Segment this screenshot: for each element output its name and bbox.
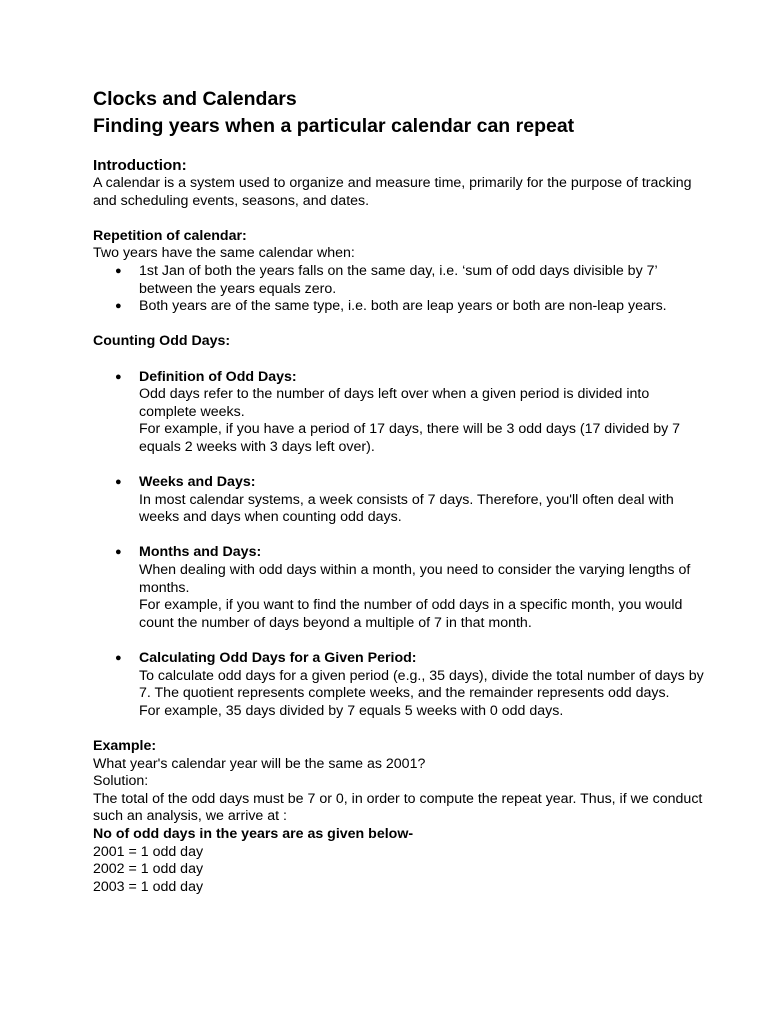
list-item [93, 650, 708, 720]
repetition-list [93, 263, 708, 316]
odd-days-row: 2003 = 1 odd day [93, 878, 204, 895]
counting-item-line: For example, if you want to find the number of odd days in a specific month, you would count the number of days beyond a multiple of 7 in that month. [139, 597, 683, 631]
bullet-icon: ● [115, 652, 122, 665]
counting-item-line: To calculate odd days for a given period (e.g., 35 days), divide the total number of days by 7. The quotient represents complete weeks, and the remainder represents odd days. [139, 667, 704, 702]
bullet-icon: ● [115, 476, 122, 489]
repetition-heading: Repetition of calendar: [93, 227, 247, 244]
counting-list [93, 369, 708, 457]
title-line-2: Finding years when a particular calendar can repeat [93, 114, 575, 137]
counting-item-line: For example, 35 days divided by 7 equals 5 weeks with 0 odd days. [139, 702, 564, 719]
solution-label: Solution: [93, 773, 149, 790]
counting-heading: Counting Odd Days: [93, 333, 231, 350]
counting-list [93, 474, 708, 527]
spacer [93, 351, 708, 369]
example-question: What year's calendar year will be the same as 2001? [93, 755, 426, 772]
repetition-bullet-1: 1st Jan of both the years falls on the same day, i.e. ‘sum of odd days divisible by 7’ between the years equals zero. [139, 262, 658, 297]
repetition-bullet-2: Both years are of the same type, i.e. both are leap years or both are non-leap years. [139, 298, 667, 315]
counting-item-line: When dealing with odd days within a month, you need to consider the varying lengths of months. [139, 562, 691, 596]
spacer [93, 457, 708, 475]
counting-list [93, 544, 708, 632]
list-item [93, 544, 708, 632]
spacer [93, 720, 708, 738]
document-title [93, 86, 708, 139]
bullet-icon: ● [115, 264, 122, 277]
counting-item-title: Definition of Odd Days: [139, 368, 297, 385]
repetition-lead: Two years have the same calendar when: [93, 245, 355, 262]
counting-item-title: Months and Days: [139, 544, 262, 561]
list-item [93, 298, 708, 316]
list-item [93, 263, 708, 298]
odd-days-table-heading: No of odd days in the years are as given below- [93, 825, 414, 842]
counting-item-title: Weeks and Days: [139, 474, 256, 491]
counting-item-line: Odd days refer to the number of days left over when a given period is divided into complete weeks. [139, 386, 650, 420]
counting-item-line: For example, if you have a period of 17 days, there will be 3 odd days (17 divided by 7 equals 2 weeks with 3 days left over). [139, 421, 681, 455]
counting-item-title: Calculating Odd Days for a Given Period: [139, 650, 417, 667]
odd-days-row: 2002 = 1 odd day [93, 861, 204, 878]
spacer [93, 527, 708, 545]
introduction-heading: Introduction: [93, 157, 187, 174]
solution-text: The total of the odd days must be 7 or 0, in order to compute the repeat year. Thus, if we conduct such an analysis, we arrive at : [93, 790, 703, 825]
odd-days-row: 2001 = 1 odd day [93, 843, 204, 860]
list-item [93, 474, 708, 527]
bullet-icon: ● [115, 546, 122, 559]
bullet-icon: ● [115, 300, 122, 313]
title-line-1: Clocks and Calendars [93, 88, 297, 110]
spacer [93, 632, 708, 650]
spacer [93, 210, 708, 228]
spacer [93, 316, 708, 334]
introduction-text: A calendar is a system used to organize and measure time, primarily for the purpose of tracking and scheduling events, seasons, and dates. [93, 175, 692, 209]
example-heading: Example: [93, 738, 157, 754]
bullet-icon: ● [115, 370, 122, 383]
counting-list [93, 650, 708, 720]
counting-item-line: In most calendar systems, a week consists of 7 days. Therefore, you'll often deal with weeks and days when counting odd days. [139, 491, 674, 526]
list-item [93, 369, 708, 457]
